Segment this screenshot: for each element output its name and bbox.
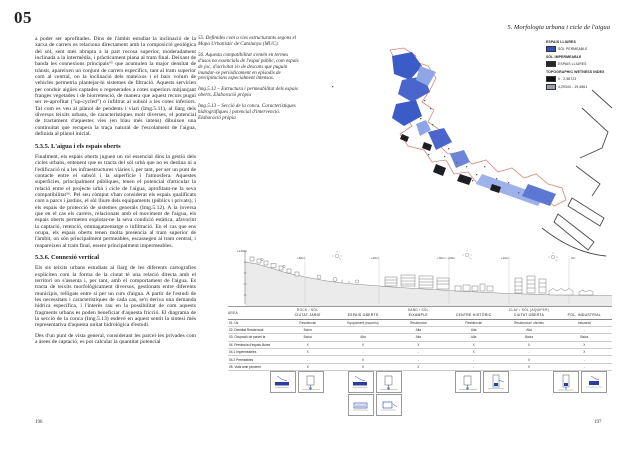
row-label: 02. Densitat Residencial [228, 327, 280, 334]
table-column-header [557, 307, 612, 320]
table-cell: Equipament (esportiu) [335, 320, 390, 327]
legend-row [546, 39, 612, 44]
chapter-number: 05 [14, 8, 32, 27]
table-column-header [501, 307, 556, 320]
elevation-label: +10m [501, 256, 509, 260]
tissue-label: POL. INDUSTRIAL [567, 313, 601, 317]
legend-label: TOPOGRAPHIC WETNESS INDEX [546, 70, 605, 75]
table-column-header [391, 307, 446, 320]
intervention-diagram [348, 371, 374, 393]
elevation-label: +40m [371, 256, 379, 260]
table-cell: Alta [446, 334, 501, 341]
table-cell: - [446, 356, 501, 363]
tissue-label: CENTRE HISTÒRIC [455, 313, 492, 317]
left-page-text-column [35, 36, 196, 349]
intervention-diagram [455, 371, 481, 393]
tissue-label: CIUTAT OBERTA [513, 313, 545, 317]
table-cell: Baixa [280, 334, 335, 341]
catchment-map-figure [332, 46, 616, 258]
page-number-right: 197 [594, 420, 602, 425]
sun-path-icon [548, 252, 558, 261]
table-column-header [335, 307, 390, 320]
elevation-label: 0m [571, 256, 576, 260]
figure-caption: Img.5.13 – Secció de la conca. Característiques hidrogràfiques i potencial d'intervenció. Elaboració pròpia [198, 103, 296, 121]
footnote: 55. Definides com a vies estructurants segons el Mapa Urbanístic de Catalunya (MUC). [198, 35, 297, 47]
intervention-diagram [376, 371, 402, 393]
elevation-label: +30m / +20m [437, 256, 456, 260]
table-row [228, 342, 612, 349]
intervention-diagram [298, 371, 324, 393]
row-label: 03. Ocupació de parcel·la [228, 334, 280, 341]
tissue-label: EIXAMPLE [408, 313, 428, 317]
geology-label: ROCK / SÒL [297, 308, 319, 312]
tissue-label: ESPAIS OBERTS [347, 313, 379, 317]
tissue-comparison-table [228, 306, 612, 371]
table-row [228, 320, 612, 327]
table-cell: Alta [335, 334, 390, 341]
row-label: 05. Vials amb pendent [228, 364, 280, 371]
table-cell: - [501, 349, 556, 356]
table-cell: - [557, 364, 612, 371]
table-cell: - [446, 364, 501, 371]
legend-label: SÒL IMPERMEABLE [546, 55, 582, 60]
table-column-header [446, 307, 501, 320]
legend-label: ESPAIS LLIURES [558, 62, 587, 67]
row-label: 04.1 Impermeables [228, 349, 280, 356]
table-cell: X [501, 342, 556, 349]
margin-notes-column [198, 36, 300, 127]
section-heading: 5.3.6. Connexió vertical [35, 254, 100, 261]
row-label: 04. Presència d'espais lliures [228, 342, 280, 349]
table-cell: X [501, 356, 556, 363]
table-cell: X [501, 364, 556, 371]
legend-label: SÒL PERMEABLE [558, 47, 588, 52]
table-cell: - [557, 356, 612, 363]
table-cell: - [335, 327, 390, 334]
table-cell: Alta [446, 327, 501, 334]
table-cell: X [280, 364, 335, 371]
basin-section-figure [237, 248, 612, 306]
permeable-soil-patches [392, 52, 556, 206]
intervention-diagram [553, 371, 579, 393]
geology-label [557, 308, 612, 312]
geology-label: CLAY / SÒL (AQÜIFER) [508, 308, 550, 312]
table-row [228, 349, 612, 356]
row-label: 01. Ús [228, 320, 280, 327]
table-cell: X [280, 349, 335, 356]
table-cell: X [557, 342, 612, 349]
table-cell: Baixa [557, 334, 612, 341]
geology-label [446, 308, 501, 312]
intervention-diagram [270, 371, 296, 393]
table-cell: Residencial i oficines [501, 320, 556, 327]
table-column-header [280, 307, 335, 320]
table-cell: X [391, 342, 446, 349]
intervention-diagram [581, 371, 607, 393]
historic-centre-buildings [455, 284, 493, 291]
elevation-label: +50m [297, 256, 305, 260]
harbour-linework [542, 90, 612, 256]
table-cell: - [557, 327, 612, 334]
industrial-sheds [549, 289, 593, 296]
table-cell: - [391, 349, 446, 356]
table-cell: X [335, 342, 390, 349]
table-cell: X [446, 342, 501, 349]
table-cell: - [280, 356, 335, 363]
running-header: 5. Morfologia urbana i cicle de l'aigua [507, 24, 610, 31]
table-cell: X [446, 349, 501, 356]
table-cell: Industrial [557, 320, 612, 327]
table-cell: X [335, 364, 390, 371]
legend-label: ESPAIS LLIURES [546, 40, 576, 45]
table-cell: Residencial [446, 320, 501, 327]
table-cell: - [335, 349, 390, 356]
footnote: 56. Aquesta compatibilitat s'entén en termes d'usos no essencials de l'espai públic, com espais de joc, d'activitat i/o de descans que puguin inundar-se periòdicament en episodis de precipitacions especialment intensos. [198, 51, 299, 82]
body-paragraph: Els sis teixits urbans estudiats al llarg de les diferents cartografies expliciten com la forma de la ciutat té una relació directa amb el territori on s'assenta i, per tant, amb el comportament de l'aigua. Es tracta de teixits morfològicament diversos, gestionats entre diferents municipis, relligats entre si per un curs d'aigua. A partir de l'estudi de les necessitats i característiques de cada cas, se'n deriva una demanda hídrica específica, i l'interès rau en la possibilitat de com aquests fragments urbans es poden beneficiar d'aquesta fricció. El diagrama de la secció de la conca (Img.5.13) esdevé en aquest sentit la síntesi més representativa d'aquesta unitat hidrològica d'estudi. [35, 265, 196, 329]
table-cell: Alta [501, 327, 556, 334]
page-number-left: 196 [35, 420, 43, 425]
intervention-diagram [483, 371, 509, 393]
table-cell: Baixa [280, 327, 335, 334]
catchment-map-svg [332, 46, 616, 258]
table-cell: Residencial [280, 320, 335, 327]
table-cell: Baixa [501, 334, 556, 341]
intervention-diagram [376, 394, 402, 416]
table-header-row [228, 307, 612, 320]
geology-label [335, 308, 390, 312]
body-paragraph: Finalment, els espais oberts juguen un rol essencial dins la gestió dels cicles urbans, entenent que es tracta del sòl urbà que no es destina ni a l'edificació ni a les infraestructures viàries i, per tant, per ser un punt de contacte entre el subsòl i la superfície i l'atmosfera. Aquestes superfícies, principalment públiques, tenen el potencial d'articular la relació entre el projecte urbà i cicle de l'aigua, aprofitant-ne la seva compatibilitat⁵⁶. Pel seu còmput s'han considerat els espais qualificats com a parcs i jardins, el sòl lliure dels equipaments (públics i privats), i els espais de protecció de sistemes generals (Img.5.12). A la inversa que en el cas els carrers, relacionats amb el moviment de l'aigua, els espais oberts permeten explotar-ne la seva condició estàtica, afavorint la captació, retenció, emmagatzematge o infiltració. En el cas que ens ocupa, els espais oberts tenen molta presència al tram superior de l'àmbit, on són principalment permeables, escassegen al tram central, i reapareixen al tram final, essent principalment impermeables. [35, 153, 196, 249]
table-body [228, 320, 612, 372]
sun-path-icon [462, 250, 472, 259]
table-cell: Alta [391, 327, 446, 334]
table-cell: X [557, 349, 612, 356]
legend-label: 4,29344 - 19,4861 [558, 85, 588, 90]
intervention-diagram [348, 394, 374, 416]
elevation-label: +140m [237, 249, 247, 253]
table-cell: X [391, 364, 446, 371]
geology-label: SAND / SÒL [407, 308, 429, 312]
row-label: 04.2 Permeables [228, 356, 280, 363]
figure-caption: Img.5.12 – Estructura i permeabilitat dels espais oberts. Elaboració pròpia [198, 86, 298, 99]
body-paragraph: Des d'un punt de vista general, considerant les parcel·les privades com a àrees de captació, es pot calcular la quantitat potencial [35, 332, 196, 346]
sun-path-icon [332, 251, 342, 260]
open-city-towers [515, 276, 546, 293]
table-cell: Alta [391, 334, 446, 341]
tissue-label: CIUTAT JARDÍ [294, 313, 321, 317]
table-cell: Residencial [391, 320, 446, 327]
body-paragraph: a poder ser aprofitades. Dins de l'àmbit estudiat la inclinació de la xarxa de carrers es relaciona directament amb la composició geològica del sòl, sent més abrupta a la part rocosa superior, moderadament inclinada a la intermèdia, i pràcticament plana al tram final. Deixant de banda les connexions principals⁵⁵ que acumulen la major densitat de trànsit, apareixen un conjunt de carrers específics, tant al tram superior com al central, on la inclinació dels mateixos i el baix volum de vehicles permetria plantejar-hi sistemes de filtració. Aquests servirien per conduir aigües captades o regenerades a cotes superiors mitjançant franges vegetades i de biorretenció, de manera que aquest recurs pugui ser re-aprofitat ("up-cycled") o infiltrat al subsòl a les cotes inferiors. Tal com es veu al plànol de pendents i viari (Img.5.11), al llarg dels diversos teixits urbans, de característiques molt diverses, el potencial de tractament d'aquestes vies (en blau més intens) dibuixen una continuïtat que recupera la traça natural de l'escolament de l'aigua, definida al plànol inicial. [35, 36, 196, 138]
table-row [228, 327, 612, 334]
table-cell: X [335, 356, 390, 363]
table-row [228, 334, 612, 341]
basin-section-svg [237, 248, 612, 306]
table-row [228, 356, 612, 363]
section-heading: 5.3.5. L'aigua i els espais oberts [35, 142, 121, 150]
table-cell: X [280, 342, 335, 349]
table-area-header: ÀREA [228, 307, 280, 320]
legend-label: 0 - 2,58723 [558, 77, 577, 82]
table-cell: - [391, 356, 446, 363]
